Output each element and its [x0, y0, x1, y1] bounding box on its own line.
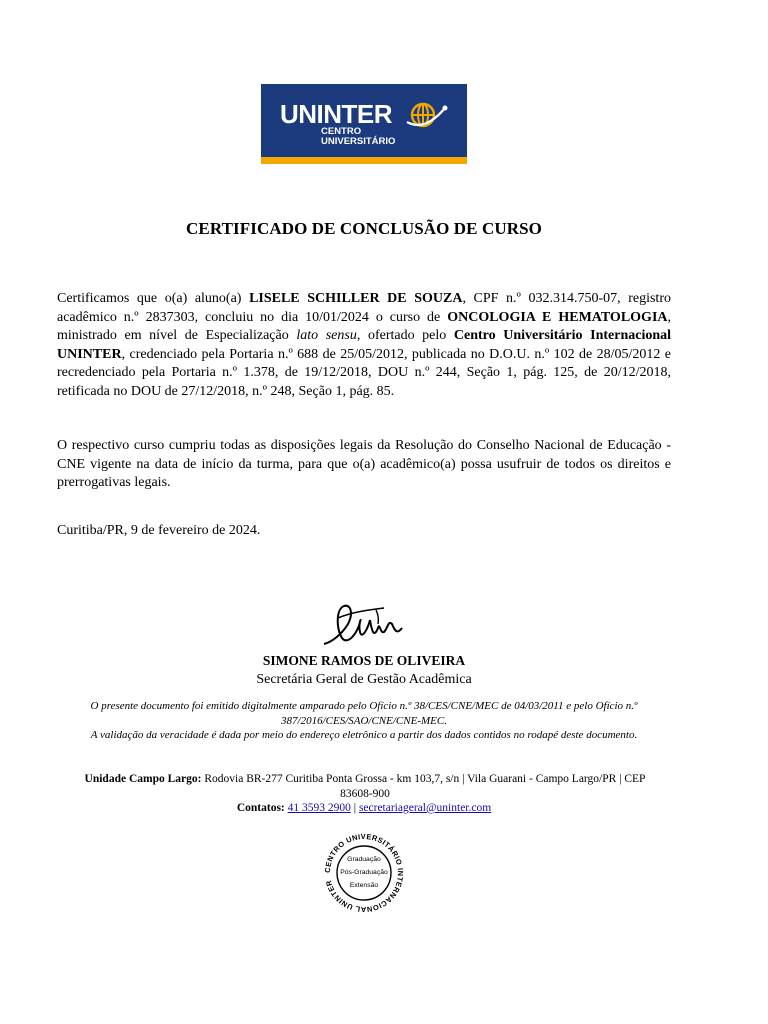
unit-address [70, 772, 660, 802]
logo-subtitle [321, 127, 395, 147]
student-name: LISELE SCHILLER DE SOUZA [249, 291, 463, 306]
uninter-logo [261, 84, 467, 164]
p1-text-1: Certificamos que o(a) aluno(a) [57, 291, 250, 306]
certificate-paragraph-1 [57, 290, 671, 402]
phone-link[interactable]: 41 3593 2900 [287, 802, 351, 814]
legal-note [60, 699, 668, 743]
logo-sub-line2: UNIVERSITÁRIO [321, 136, 396, 147]
logo-sub-line1: CENTRO [321, 126, 362, 137]
address-text: Rodovia BR-277 Curitiba Ponta Grossa - km 103,7, s/n | Vila Guarani - Campo Largo/PR | CEP 83608-900 [201, 773, 646, 800]
stamp-line-2: Pós-Graduação [340, 869, 388, 876]
legal-note-line-1: O presente documento foi emitido digitalmente amparado pelo Ofício n.º 38/CES/CNE/MEC de 04/03/2011 e pelo Ofício n.º 387/2016/CES/SAO/CNE/CNE-MEC. [90, 700, 638, 727]
logo-brand-text: UNINTER [280, 99, 393, 129]
p1-text-3: , ministrado em nível de Especialização [57, 309, 672, 344]
institution-stamp [318, 827, 410, 919]
signatory-name: SIMONE RAMOS DE OLIVEIRA [262, 653, 466, 668]
contacts-separator: | [353, 802, 357, 814]
certificate-paragraph-2: O respectivo curso cumpriu todas as disposições legais da Resolução do Conselho Nacional de Educação - CNE vigente na data de início da turma, para que o(a) acadêmico(a) possa usufruir de todos os direitos e prerrogativas legais. [57, 438, 671, 491]
signatory-role: Secretária Geral de Gestão Acadêmica [256, 672, 472, 687]
issue-date: Curitiba/PR, 9 de fevereiro de 2024. [57, 523, 261, 538]
course-name: ONCOLOGIA E HEMATOLOGIA [447, 309, 668, 325]
p1-text-5: , credenciado pela Portaria n.º 688 de 25/05/2012, publicada no D.O.U. n.º 102 de 28/05/2012 e recredenciado pela Portaria n.º 1.378, de 19/12/2018, DOU n.º 244, Seção 1, pág. 125, de 20/12/2018, retificada no DOU de 27/12/2018, n.º 248, Seção 1, pág. 85. [57, 346, 671, 399]
p1-text-2: , CPF n.º 032.314.750-07, registro acadêmico n.º 2837303, concluiu no dia 10/01/2024 o curso de [57, 291, 671, 325]
stamp-line-3: Extensão [349, 882, 379, 889]
stamp-line-1: Graduação [347, 856, 381, 863]
p1-text-4: , ofertado pelo [356, 328, 454, 344]
contacts-label: Contatos: [236, 802, 285, 814]
logo-accent-stripe [261, 157, 467, 164]
legal-note-line-2: A validação da veracidade é dada por meio do endereço eletrônico a partir dos dados contidos no rodapé deste documento. [90, 729, 638, 741]
course-modality: lato sensu [296, 328, 357, 344]
institution-name: Centro Universitário Internacional UNINTER [57, 328, 672, 362]
signature-image [318, 598, 408, 652]
stamp-ring-text: CENTRO UNIVERSITÁRIO INTERNACIONAL UNINTER [322, 831, 406, 915]
contacts-line [0, 802, 728, 814]
address-label: Unidade Campo Largo: [84, 773, 202, 785]
certificate-title: CERTIFICADO DE CONCLUSÃO DE CURSO [186, 219, 542, 238]
email-link[interactable]: secretariageral@uninter.com [358, 802, 492, 814]
globe-icon [405, 98, 449, 132]
